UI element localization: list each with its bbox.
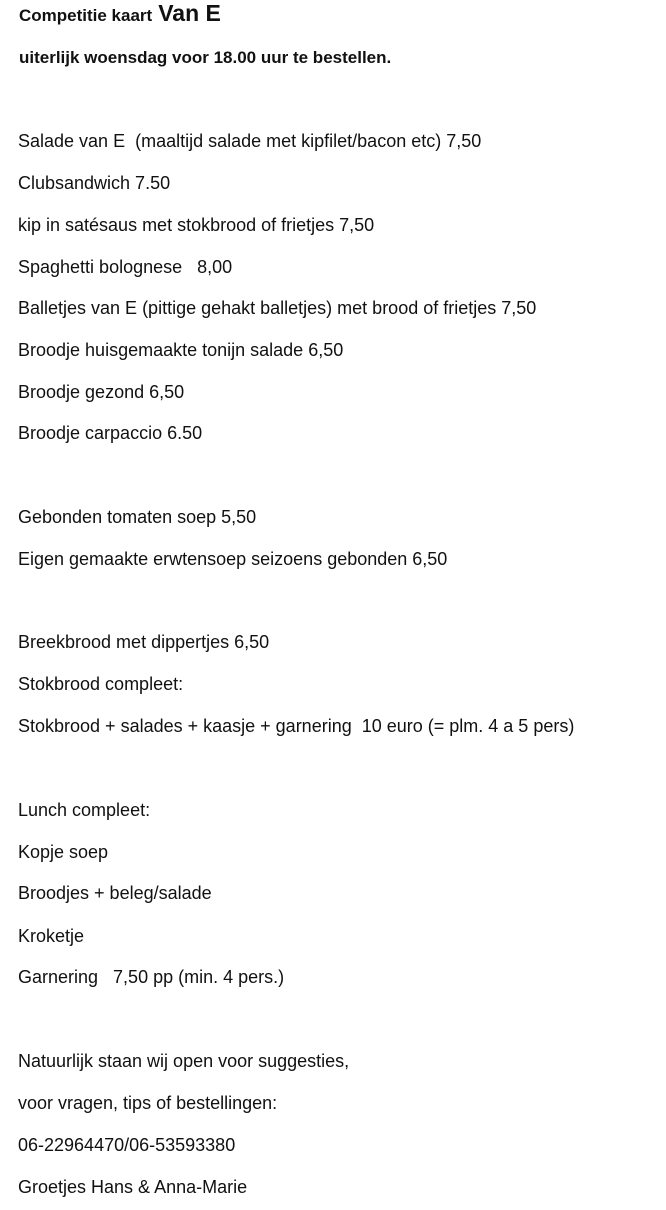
lunch-item: Broodjes + beleg/salade xyxy=(18,883,212,903)
phone-numbers: 06-22964470/06-53593380 xyxy=(18,1135,236,1155)
footer-line: voor vragen, tips of bestellingen: xyxy=(18,1093,278,1113)
page-title xyxy=(19,0,221,27)
signature: Groetjes Hans & Anna-Marie xyxy=(18,1177,248,1197)
bread-item: Stokbrood + salades + kaasje + garnering 10 euro (= plm. 4 a 5 pers) xyxy=(18,716,575,736)
footer-line: Natuurlijk staan wij open voor suggesties, xyxy=(18,1051,350,1071)
lunch-item: Kopje soep xyxy=(18,842,109,862)
lunch-item: Garnering 7,50 pp (min. 4 pers.) xyxy=(18,967,285,987)
soup-item: Gebonden tomaten soep 5,50 xyxy=(18,507,257,527)
menu-item: Broodje gezond 6,50 xyxy=(18,382,185,402)
menu-item: Clubsandwich 7.50 xyxy=(18,173,171,193)
bread-item: Stokbrood compleet: xyxy=(18,674,184,694)
soup-item: Eigen gemaakte erwtensoep seizoens gebonden 6,50 xyxy=(18,549,448,569)
bread-item: Breekbrood met dippertjes 6,50 xyxy=(18,632,270,652)
order-deadline-note: uiterlijk woensdag voor 18.00 uur te bestellen. xyxy=(19,48,392,67)
menu-item: kip in satésaus met stokbrood of frietjes 7,50 xyxy=(18,215,375,235)
title-small: Competitie kaart xyxy=(19,6,153,25)
menu-item: Broodje huisgemaakte tonijn salade 6,50 xyxy=(18,340,344,360)
title-big: Van E xyxy=(158,0,221,26)
lunch-item: Kroketje xyxy=(18,926,85,946)
menu-item: Broodje carpaccio 6.50 xyxy=(18,423,203,443)
menu-item: Balletjes van E (pittige gehakt balletjes) met brood of frietjes 7,50 xyxy=(18,298,537,318)
menu-item: Salade van E (maaltijd salade met kipfilet/bacon etc) 7,50 xyxy=(18,131,482,151)
lunch-item: Lunch compleet: xyxy=(18,800,151,820)
menu-item: Spaghetti bolognese 8,00 xyxy=(18,257,233,277)
